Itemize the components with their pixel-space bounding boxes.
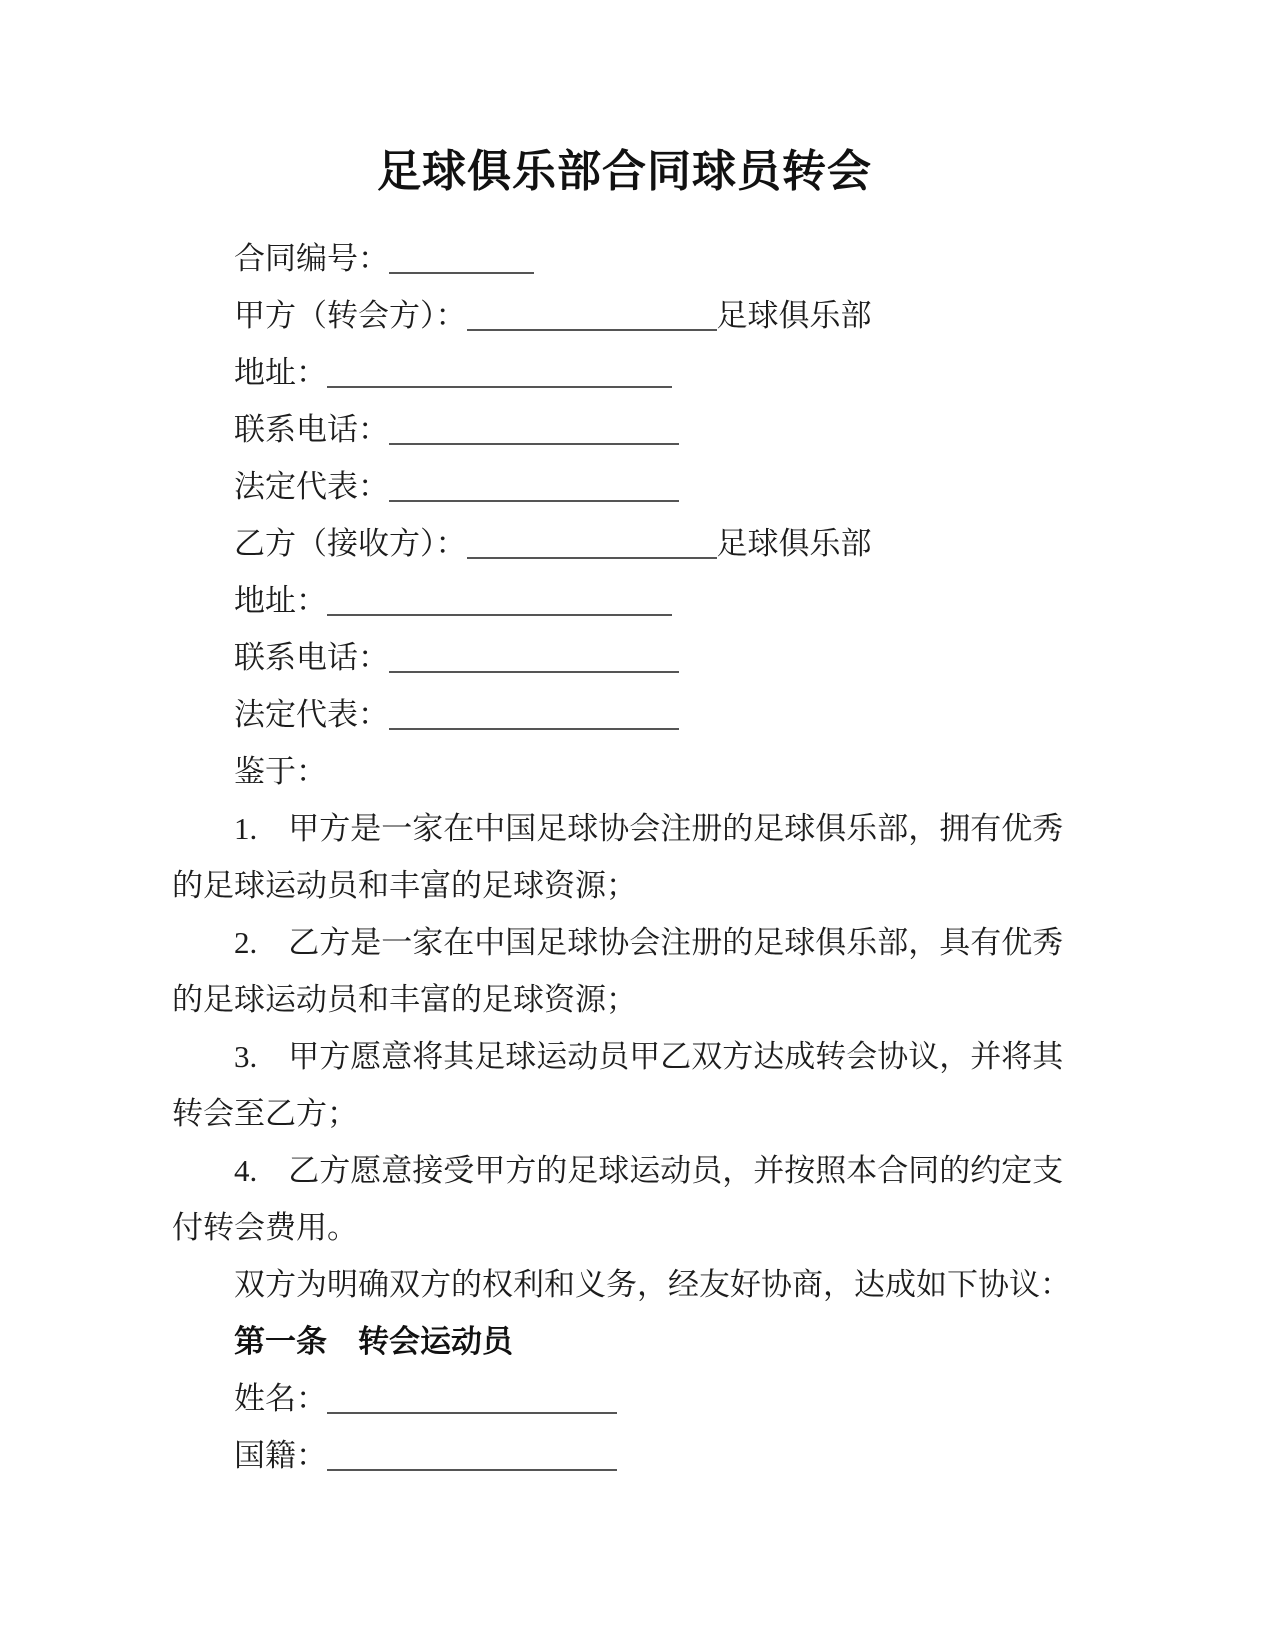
field-player-name <box>172 1370 1077 1427</box>
field-player-nationality <box>172 1427 1077 1484</box>
recital-4: 4. 乙方愿意接受甲方的足球运动员，并按照本合同的约定支付转会费用。 <box>172 1153 1064 1245</box>
field-party-b-phone <box>172 629 1077 686</box>
recital-2: 2. 乙方是一家在中国足球协会注册的足球俱乐部，具有优秀的足球运动员和丰富的足球资源； <box>172 925 1064 1017</box>
field-party-a-address <box>172 344 1077 401</box>
recital-3: 3. 甲方愿意将其足球运动员甲乙双方达成转会协议，并将其转会至乙方； <box>172 1039 1064 1131</box>
contract-number-blank-line <box>389 246 534 274</box>
field-party-b-address <box>172 572 1077 629</box>
party-b-label: 乙方（接收方）： <box>234 526 467 561</box>
field-contract-number <box>172 230 1077 287</box>
party-a-legal-rep-label: 法定代表： <box>234 469 389 504</box>
recital-1: 1. 甲方是一家在中国足球协会注册的足球俱乐部，拥有优秀的足球运动员和丰富的足球资源； <box>172 811 1064 903</box>
party-a-blank-line <box>467 303 717 331</box>
field-party-a-phone <box>172 401 1077 458</box>
field-party-a <box>172 287 1077 344</box>
party-b-legal-rep-blank-line <box>389 702 679 730</box>
party-b-address-label: 地址： <box>234 583 327 618</box>
player-nationality-blank-line <box>327 1443 617 1471</box>
field-party-a-legal-rep <box>172 458 1077 515</box>
field-party-b-legal-rep <box>172 686 1077 743</box>
party-b-phone-label: 联系电话： <box>234 640 389 675</box>
party-a-suffix: 足球俱乐部 <box>716 298 872 333</box>
player-nationality-label: 国籍： <box>234 1438 327 1473</box>
party-b-legal-rep-label: 法定代表： <box>234 697 389 732</box>
party-b-blank-line <box>467 531 717 559</box>
contract-number-label: 合同编号： <box>234 241 389 276</box>
party-b-phone-blank-line <box>389 645 679 673</box>
document-title: 足球俱乐部合同球员转会 <box>377 147 872 196</box>
player-name-label: 姓名： <box>234 1381 327 1416</box>
party-b-suffix: 足球俱乐部 <box>716 526 872 561</box>
party-a-phone-label: 联系电话： <box>234 412 389 447</box>
document-content <box>172 140 1077 1484</box>
party-a-label: 甲方（转会方）： <box>234 298 467 333</box>
party-a-address-label: 地址： <box>234 355 327 390</box>
party-a-legal-rep-blank-line <box>389 474 679 502</box>
party-a-phone-blank-line <box>389 417 679 445</box>
article-1-heading: 第一条 转会运动员 <box>234 1324 513 1359</box>
player-name-blank-line <box>327 1386 617 1414</box>
field-party-b <box>172 515 1077 572</box>
whereas-label: 鉴于： <box>234 754 327 789</box>
agreement-intro: 双方为明确双方的权利和义务，经友好协商，达成如下协议： <box>234 1267 1071 1302</box>
party-b-address-blank-line <box>327 588 672 616</box>
party-a-address-blank-line <box>327 360 672 388</box>
